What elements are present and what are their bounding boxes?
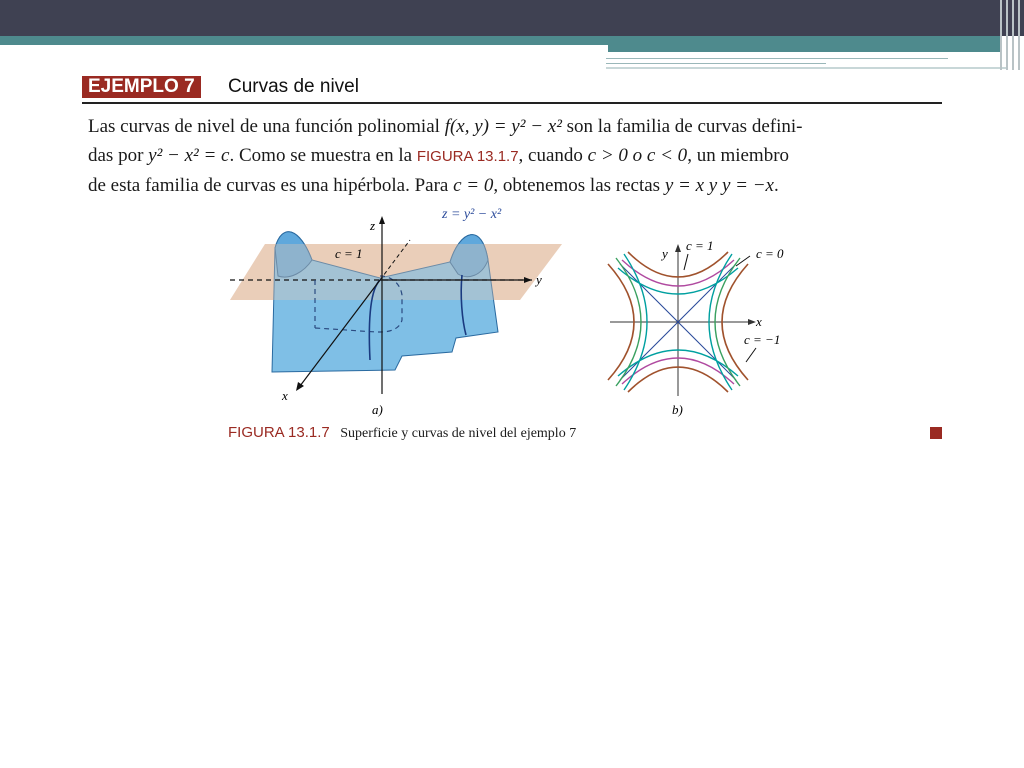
caption-label: FIGURA 13.1.7 [228, 424, 330, 441]
label-c0: c = 0 [756, 246, 784, 261]
text-span: . [773, 175, 779, 196]
pointer-line [746, 348, 756, 362]
example-header [82, 76, 942, 104]
end-of-example-mark [930, 427, 942, 439]
math-span: y = x y y = −x [664, 175, 774, 196]
math-span: f(x, y) = y² − x² [444, 116, 562, 137]
subfigure-b-label: b) [672, 402, 683, 417]
subfigure-a-label: a) [372, 402, 383, 417]
y-axis-label: y [536, 272, 542, 287]
decorative-vertical-line [1018, 0, 1020, 70]
slide-accent-bar [0, 36, 1000, 45]
decorative-line [606, 58, 948, 59]
text-span: , cuando [518, 145, 588, 166]
math-span: y² − x² = c [148, 145, 230, 166]
plane-label: c = 1 [335, 246, 363, 261]
text-span: Las curvas de nivel de una función polinomial [88, 116, 445, 137]
slide-accent-bar-secondary [608, 45, 1000, 52]
text-span: das por [88, 145, 149, 166]
figure-caption [228, 424, 576, 442]
decorative-vertical-line [1000, 0, 1002, 70]
surface-equation-label: z = y² − x² [442, 207, 502, 222]
plane-front [230, 244, 562, 300]
z-axis-label: z [370, 218, 376, 233]
y-axis-label: y [662, 246, 668, 261]
figure-reference: FIGURA 13.1.7 [416, 148, 519, 165]
decorative-vertical-line [1006, 0, 1008, 70]
math-span: c = 0 [453, 175, 494, 196]
x-axis-label: x [282, 388, 288, 403]
text-span: , obtenemos las rectas [493, 175, 665, 196]
text-span: de esta familia de curvas es una hipérbola. Para [88, 175, 454, 196]
label-c1: c = 1 [686, 238, 714, 253]
text-span: son la familia de curvas defini- [561, 116, 803, 137]
example-title: Curvas de nivel [228, 76, 359, 97]
x-axis-arrow [296, 382, 304, 391]
slide-top-bar [0, 0, 1024, 36]
text-span: , un miembro [687, 145, 790, 166]
text-span: . Como se muestra en la [229, 145, 417, 166]
example-badge: EJEMPLO 7 [82, 76, 201, 98]
y-axis-arrow [675, 244, 681, 252]
example-paragraph [88, 112, 943, 200]
z-axis-arrow [379, 216, 385, 224]
decorative-line [606, 63, 826, 64]
pointer-line [684, 254, 688, 270]
decorative-vertical-line [1012, 0, 1014, 70]
x-axis-arrow [748, 319, 756, 325]
label-cm1: c = −1 [744, 332, 781, 347]
figure-a-surface [220, 200, 580, 420]
x-axis-label: x [756, 314, 762, 329]
figure-b-level-curves [600, 236, 810, 426]
math-span: c > 0 o c < 0 [587, 145, 688, 166]
decorative-line [606, 67, 1006, 69]
caption-text: Superficie y curvas de nivel del ejemplo 7 [340, 426, 577, 441]
